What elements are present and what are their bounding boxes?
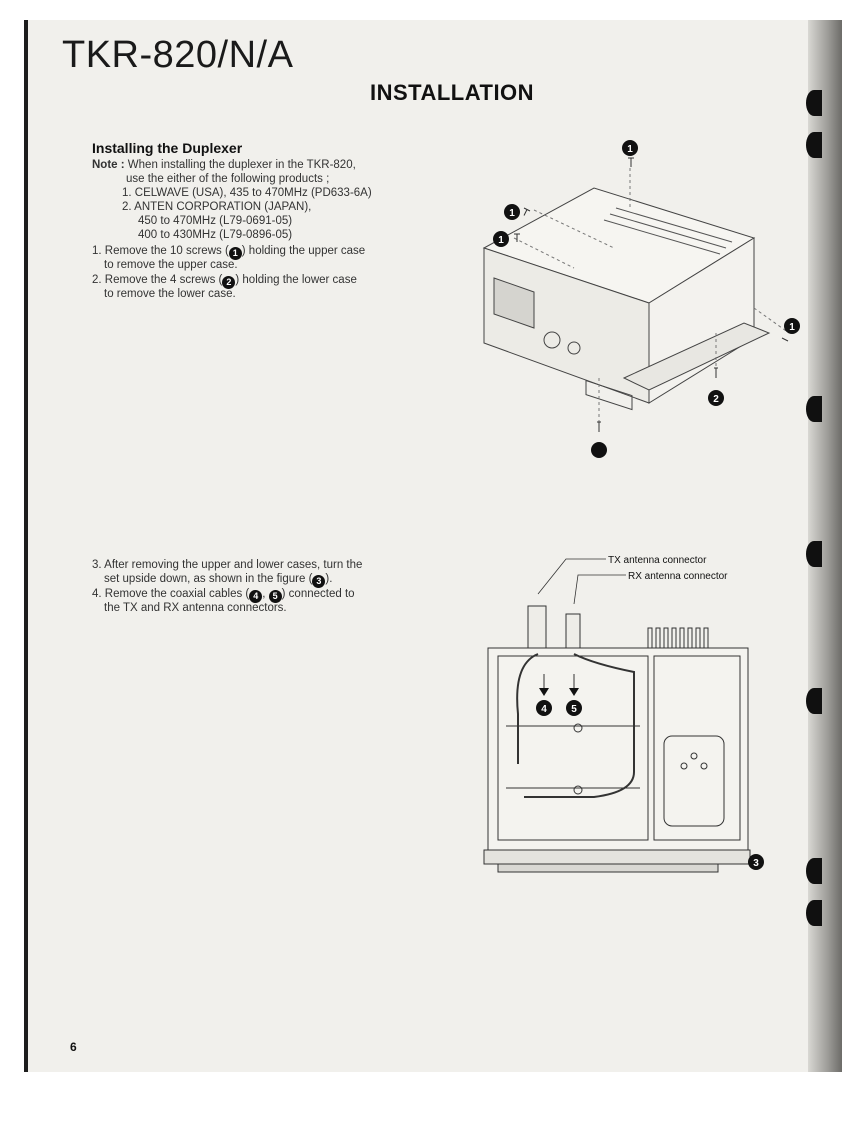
fig1-marker: 1 <box>627 144 633 155</box>
step-1: 1. Remove the 10 screws ( 1 ) holding the upper case <box>92 245 366 258</box>
step-2: 2. Remove the 4 screws ( 2 ) holding the lower case <box>92 274 357 287</box>
fig2-marker-3: 3 <box>753 858 759 869</box>
fig1-marker: 1 <box>509 208 515 219</box>
punch-hole <box>806 858 822 884</box>
step-3-cont: set upside down, as shown in the figure ( 3 ). <box>104 573 333 586</box>
punch-hole <box>806 396 822 422</box>
fig1-marker: 1 <box>498 235 504 246</box>
page-number: 6 <box>70 1040 77 1054</box>
punch-hole <box>806 688 822 714</box>
step-4-cont: the TX and RX antenna connectors. <box>104 602 287 614</box>
underside-figure <box>458 556 758 876</box>
product-1: 1. CELWAVE (USA), 435 to 470MHz (PD633-6A) <box>122 187 372 199</box>
step-3: 3. After removing the upper and lower cases, turn the <box>92 559 363 571</box>
step-4: 4. Remove the coaxial cables ( 4 , 5 ) connected to <box>92 588 355 601</box>
product-2-range-2: 400 to 430MHz (L79-0896-05) <box>138 229 293 241</box>
product-2: 2. ANTEN CORPORATION (JAPAN), <box>122 201 312 213</box>
note-line-2: use the either of the following products ; <box>126 173 330 185</box>
section-title: INSTALLATION <box>370 80 535 105</box>
fig1-marker: 1 <box>789 322 795 333</box>
punch-hole <box>806 90 822 116</box>
marker-2: 2 <box>222 276 235 289</box>
rx-connector-label: RX antenna connector <box>628 571 728 582</box>
punch-hole <box>806 132 822 158</box>
fig1-marker: 2 <box>713 394 719 405</box>
marker-4: 4 <box>249 590 262 603</box>
manual-page <box>24 20 842 1072</box>
duplexer-heading: Installing the Duplexer <box>92 140 243 156</box>
note-label: Note : <box>92 159 125 171</box>
model-title: TKR-820/N/A <box>62 34 294 76</box>
punch-hole <box>806 541 822 567</box>
fig2-marker-4: 4 <box>541 704 547 715</box>
punch-hole <box>806 900 822 926</box>
marker-5: 5 <box>269 590 282 603</box>
marker-3: 3 <box>312 575 325 588</box>
marker-1: 1 <box>229 247 242 260</box>
step-2-cont: to remove the lower case. <box>104 288 236 300</box>
product-2-range-1: 450 to 470MHz (L79-0691-05) <box>138 215 293 227</box>
tx-connector-label: TX antenna connector <box>608 555 707 566</box>
step-1-cont: to remove the upper case. <box>104 259 238 271</box>
case-removal-figure <box>424 128 795 448</box>
fig2-marker-5: 5 <box>571 704 577 715</box>
note-line-1: Note : When installing the duplexer in the TKR-820, <box>92 159 356 171</box>
